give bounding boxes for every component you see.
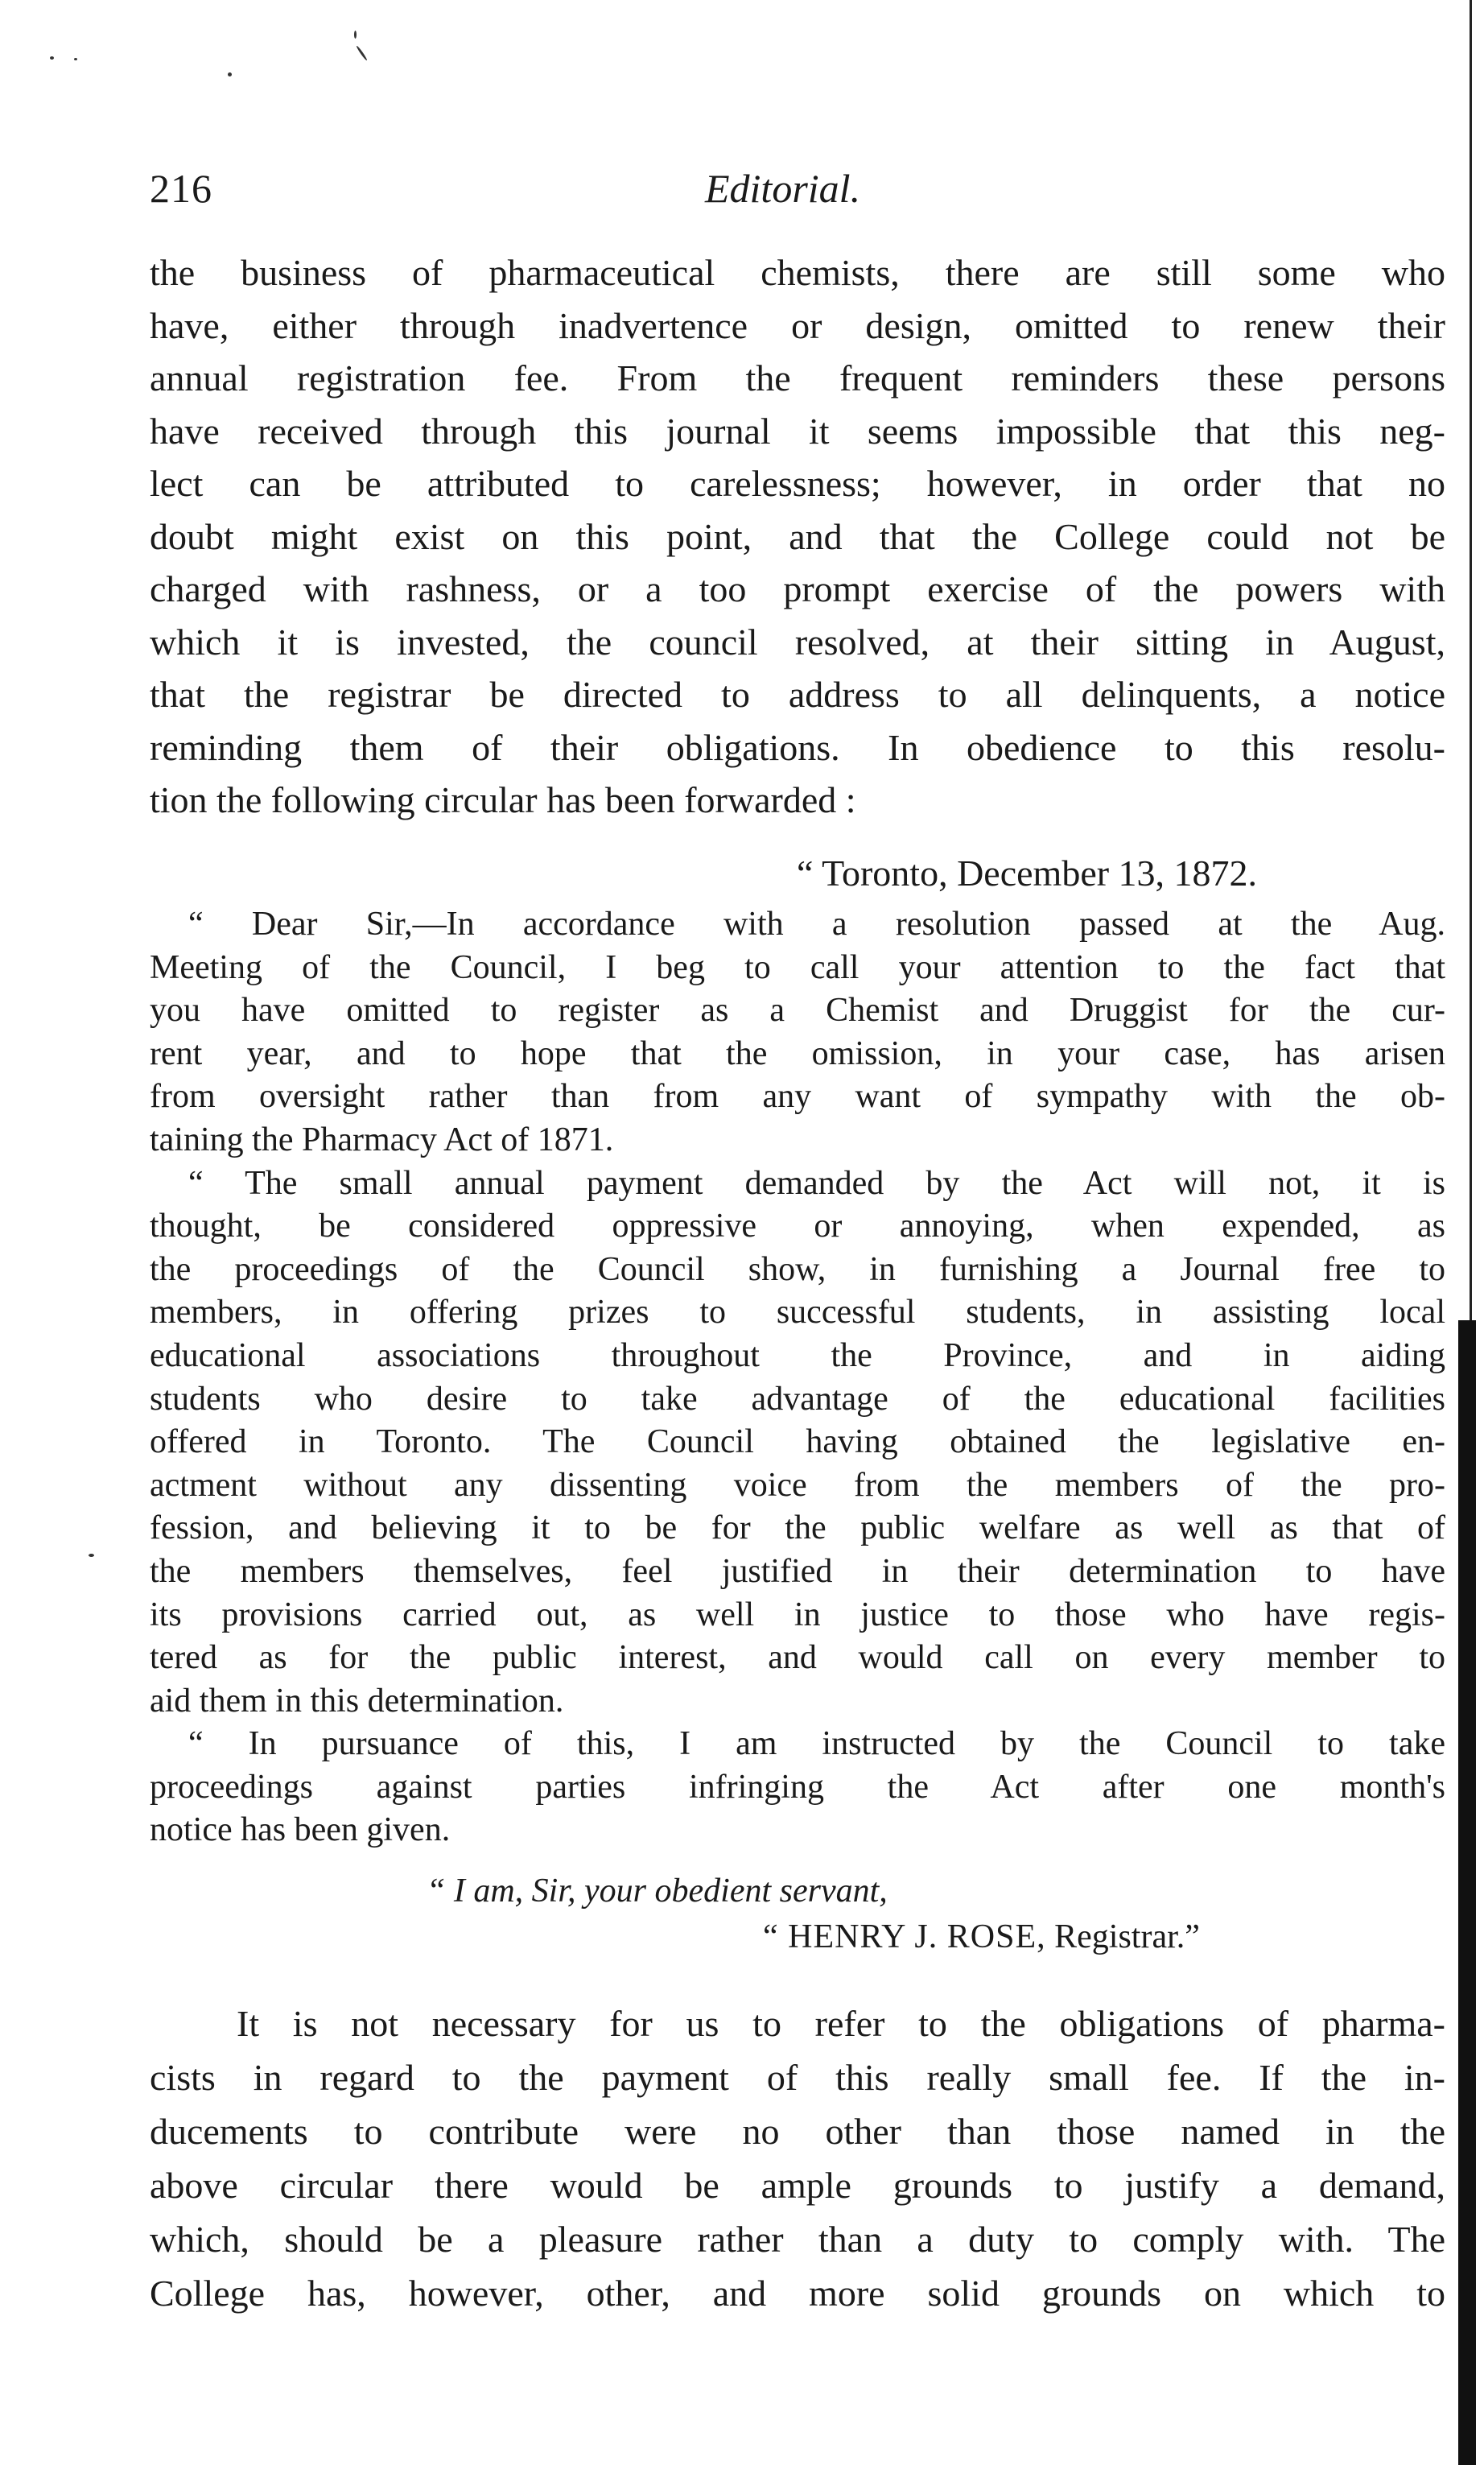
letter-line: students who desire to take advantage of the educational facilities	[150, 1380, 1445, 1418]
text-line: reminding them of their obligations. In obedience to this resolu-	[150, 726, 1445, 768]
letter-line: educational associations throughout the Province, and in aiding	[150, 1336, 1445, 1374]
text-line: which, should be a pleasure rather than a duty to comply with. The	[150, 2219, 1445, 2260]
text-line: annual registration fee. From the frequent reminders these persons	[150, 357, 1445, 398]
text-line: have received through this journal it seems impossible that this neg-	[150, 410, 1445, 452]
letter-line: the members themselves, feel justified in their determination to have	[150, 1552, 1445, 1590]
text-line: the business of pharmaceutical chemists, there are still some who	[150, 252, 1445, 293]
letter-line: “ The small annual payment demanded by the Act will not, it is	[188, 1164, 1445, 1202]
letter-line: the proceedings of the Council show, in furnishing a Journal free to	[150, 1250, 1445, 1288]
scan-speck	[356, 45, 368, 61]
letter-line: Meeting of the Council, I beg to call your attention to the fact that	[150, 948, 1445, 986]
text-line: which it is invested, the council resolved, at their sitting in August,	[150, 621, 1445, 663]
text-line: doubt might exist on this point, and that the College could not be	[150, 515, 1445, 557]
text-line: It is not necessary for us to refer to the obligations of pharma-	[237, 2003, 1445, 2044]
letter-line: rent year, and to hope that the omission, in your case, has arisen	[150, 1034, 1445, 1072]
letter-signature	[763, 1918, 1200, 1956]
scan-speck	[74, 58, 77, 60]
letter-line: proceedings against parties infringing the Act after one month's	[150, 1768, 1445, 1806]
letter-line: notice has been given.	[150, 1811, 451, 1849]
letter-line: you have omitted to register as a Chemist and Druggist for the cur-	[150, 992, 1445, 1030]
letter-line: “ Dear Sir,—In accordance with a resolution passed at the Aug.	[188, 906, 1445, 943]
running-head: Editorial.	[705, 166, 861, 211]
editorial-paragraph	[150, 246, 1445, 827]
circular-letter	[150, 903, 1445, 1852]
text-line: above circular there would be ample grounds to justify a demand,	[150, 2165, 1445, 2206]
letter-line: members, in offering prizes to successful students, in assisting local	[150, 1294, 1445, 1332]
scan-speck	[89, 1554, 94, 1557]
letter-line: thought, be considered oppressive or annoying, when expended, as	[150, 1208, 1445, 1245]
scan-edge-shadow	[1458, 1320, 1476, 2465]
editorial-paragraph-2	[150, 1996, 1445, 2320]
signature-title: Registrar.”	[1054, 1918, 1200, 1955]
text-line: lect can be attributed to carelessness; however, in order that no	[150, 463, 1445, 504]
letter-line: tered as for the public interest, and would call on every member to	[150, 1639, 1445, 1677]
letter-line: aid them in this determination.	[150, 1682, 564, 1720]
letter-line: actment without any dissenting voice from the members of the pro-	[150, 1466, 1445, 1504]
text-line: cists in regard to the payment of this really small fee. If the in-	[150, 2057, 1445, 2098]
scan-speck	[50, 56, 54, 60]
letter-dateline: “ Toronto, December 13, 1872.	[797, 853, 1258, 894]
page-header	[150, 165, 1445, 221]
letter-line: its provisions carried out, as well in justice to those who have regis-	[150, 1596, 1445, 1633]
signature-name: “ HENRY J. ROSE,	[763, 1918, 1046, 1955]
letter-line: taining the Pharmacy Act of 1871.	[150, 1121, 614, 1158]
text-line: tion the following circular has been forwarded :	[150, 779, 856, 820]
text-line: charged with rashness, or a too prompt exercise of the powers with	[150, 568, 1445, 609]
letter-line: fession, and believing it to be for the public welfare as well as that of	[150, 1509, 1445, 1547]
page-number: 216	[150, 166, 212, 211]
letter-line: offered in Toronto. The Council having obtained the legislative en-	[150, 1423, 1445, 1461]
letter-salutation: “ I am, Sir, your obedient servant,	[427, 1872, 888, 1910]
text-line: that the registrar be directed to address to all delinquents, a notice	[150, 674, 1445, 715]
text-line: have, either through inadvertence or design, omitted to renew their	[150, 304, 1445, 346]
text-line: ducements to contribute were no other than those named in the	[150, 2111, 1445, 2152]
letter-line: from oversight rather than from any want of sympathy with the ob-	[150, 1078, 1445, 1116]
text-line: College has, however, other, and more solid grounds on which to	[150, 2273, 1445, 2314]
scan-speck	[228, 72, 232, 76]
letter-line: “ In pursuance of this, I am instructed by the Council to take	[188, 1725, 1445, 1763]
scan-speck	[354, 31, 357, 39]
